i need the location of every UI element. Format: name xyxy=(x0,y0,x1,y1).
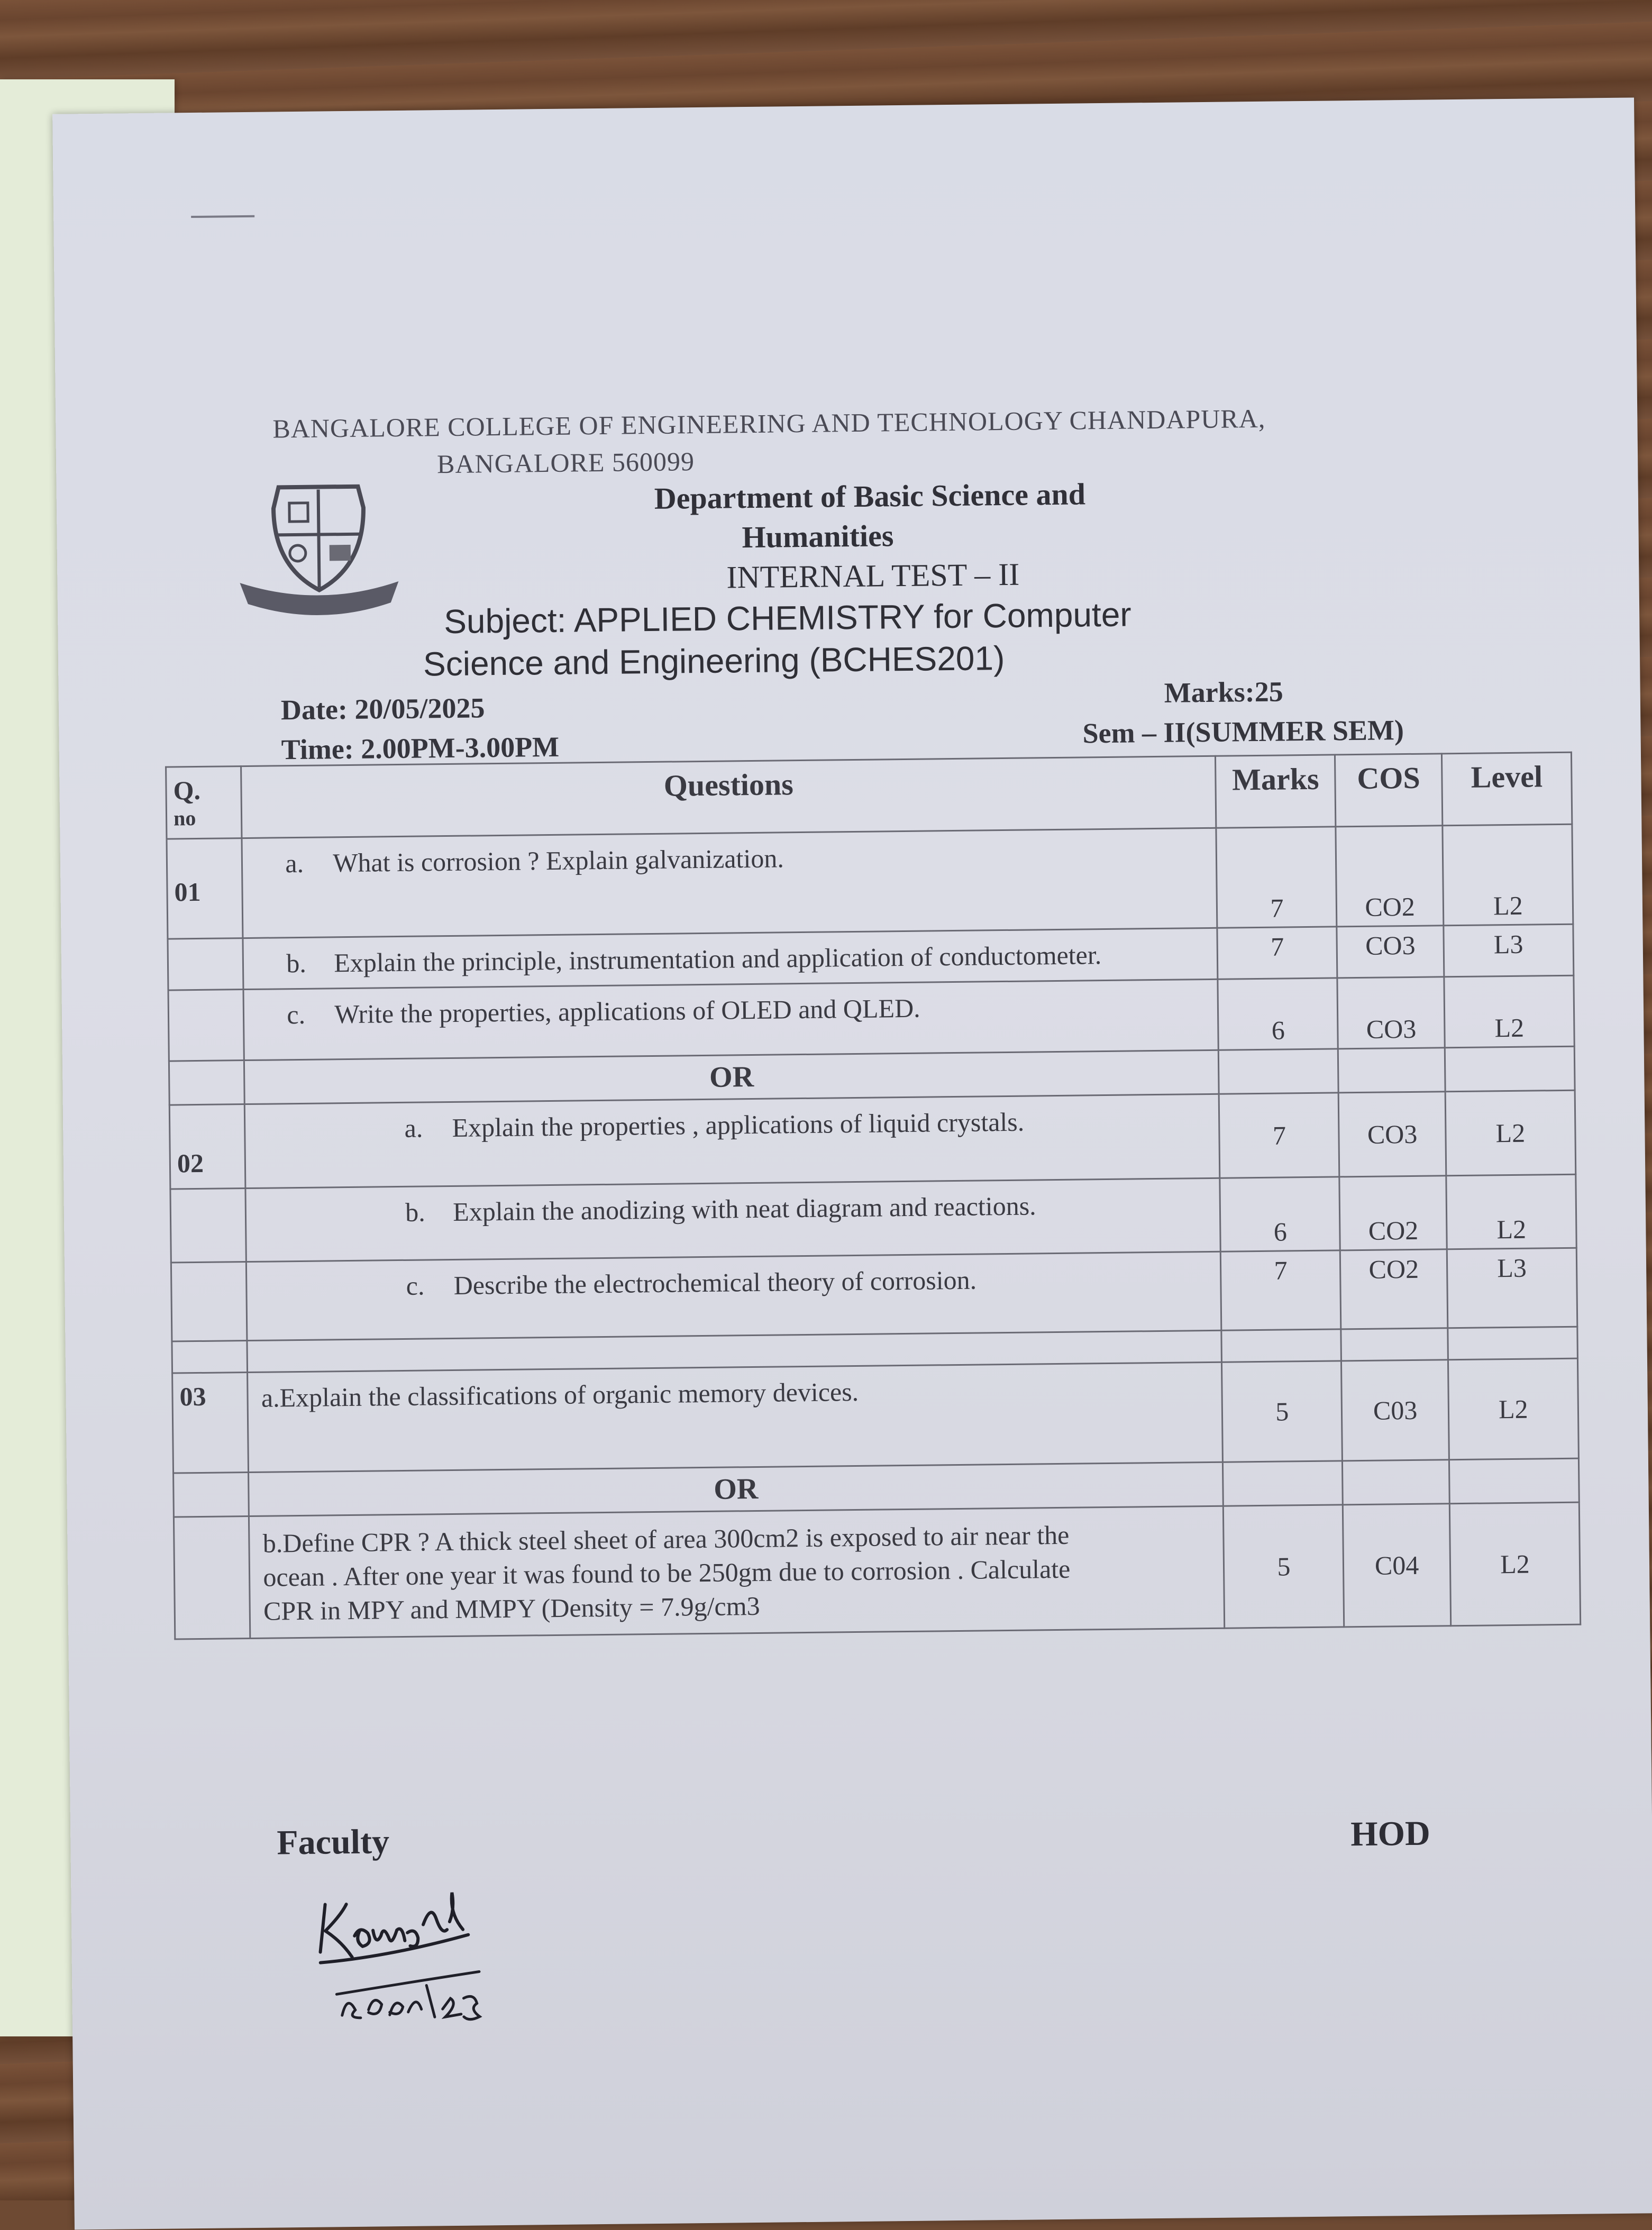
question-3b-line1: b.Define CPR ? A thick steel sheet of area 300cm2 is exposed to air near the xyxy=(262,1520,1070,1558)
college-name-line2: BANGALORE 560099 xyxy=(436,446,695,479)
question-number: 03 xyxy=(172,1373,249,1473)
level-cell: L2 xyxy=(1443,824,1573,926)
question-text xyxy=(243,979,1218,1060)
marks-cell: 6 xyxy=(1218,978,1338,1050)
co-cell: CO2 xyxy=(1340,1249,1448,1329)
marks-cell: 7 xyxy=(1219,1093,1340,1178)
hod-label: HOD xyxy=(1350,1814,1431,1854)
table-row xyxy=(172,1358,1579,1473)
table-row xyxy=(169,1090,1576,1189)
question-text xyxy=(245,1094,1220,1188)
question-3a-text: a.Explain the classifications of organic memory devices. xyxy=(248,1362,1223,1472)
table-row xyxy=(171,1248,1577,1341)
sub-label: b. xyxy=(286,948,307,979)
co-cell: CO3 xyxy=(1337,977,1445,1049)
table-row xyxy=(174,1502,1580,1639)
question-1a-text: What is corrosion ? Explain galvanization. xyxy=(333,843,784,878)
question-text xyxy=(249,1506,1225,1638)
questions-header: Questions xyxy=(241,756,1216,838)
question-paper-sheet xyxy=(52,97,1652,2229)
question-text xyxy=(245,1178,1220,1262)
co-cell: CO2 xyxy=(1336,826,1443,927)
or-label: OR xyxy=(249,1462,1224,1516)
college-crest-logo xyxy=(231,476,407,636)
qno-header-line2: no xyxy=(173,806,196,830)
cos-header: COS xyxy=(1335,754,1443,827)
test-title: INTERNAL TEST – II xyxy=(726,556,1020,595)
level-cell: L2 xyxy=(1448,1358,1578,1460)
marks-cell: 5 xyxy=(1222,1361,1343,1462)
table-row xyxy=(167,824,1573,939)
faculty-signature xyxy=(309,1870,533,2042)
qno-header-line1: Q. xyxy=(173,775,201,806)
table-row xyxy=(170,1174,1576,1263)
marks-cell: 6 xyxy=(1220,1177,1340,1251)
marks-header: Marks xyxy=(1216,755,1336,828)
exam-date: Date: 20/05/2025 xyxy=(280,692,485,726)
level-cell: L2 xyxy=(1445,1090,1576,1176)
question-number: 02 xyxy=(169,1104,245,1189)
marks-cell: 7 xyxy=(1217,927,1337,979)
sub-label: c. xyxy=(287,999,306,1030)
level-cell: L3 xyxy=(1447,1248,1577,1328)
semester: Sem – II(SUMMER SEM) xyxy=(1082,714,1404,750)
question-3b-line3: CPR in MPY and MMPY (Density = 7.9g/cm3 xyxy=(263,1591,760,1626)
question-text xyxy=(243,928,1218,989)
co-cell: C03 xyxy=(1341,1360,1449,1461)
marks-cell: 5 xyxy=(1224,1505,1345,1628)
question-number: 01 xyxy=(167,838,243,939)
questions-table xyxy=(165,752,1581,1640)
sub-label: a. xyxy=(285,848,304,879)
qno-header xyxy=(166,766,242,839)
level-header: Level xyxy=(1441,752,1572,826)
subject-line2: Science and Engineering (BCHES201) xyxy=(423,638,1005,683)
question-1c-text: Write the properties, applications of OLED and QLED. xyxy=(334,993,920,1029)
co-cell: C04 xyxy=(1343,1504,1451,1627)
level-cell: L3 xyxy=(1444,924,1574,977)
question-2b-text: Explain the anodizing with neat diagram and reactions. xyxy=(452,1191,1036,1227)
pen-mark xyxy=(191,215,254,218)
level-cell: L2 xyxy=(1449,1502,1581,1626)
co-cell: CO3 xyxy=(1339,1092,1446,1177)
level-cell: L2 xyxy=(1446,1174,1577,1249)
marks-cell: 7 xyxy=(1216,827,1337,928)
exam-time: Time: 2.00PM-3.00PM xyxy=(281,730,560,766)
co-cell: CO2 xyxy=(1339,1176,1447,1250)
question-3b-line2: ocean . After one year it was found to be 250gm due to corrosion . Calculate xyxy=(263,1553,1071,1592)
department-line1: Department of Basic Science and xyxy=(654,477,1086,516)
sub-label: b. xyxy=(405,1197,426,1227)
faculty-label: Faculty xyxy=(277,1822,390,1862)
or-label: OR xyxy=(244,1050,1219,1104)
sub-label: c. xyxy=(406,1271,425,1301)
question-2a-text: Explain the properties , applications of liquid crystals. xyxy=(452,1107,1025,1143)
question-text xyxy=(242,828,1217,938)
college-name-line1: BANGALORE COLLEGE OF ENGINEERING AND TECHNOLOGY CHANDAPURA, xyxy=(272,403,1266,444)
department-line2: Humanities xyxy=(742,518,894,555)
question-text xyxy=(247,1251,1221,1340)
marks-cell: 7 xyxy=(1221,1250,1341,1330)
subject-line1: Subject: APPLIED CHEMISTRY for Computer xyxy=(443,595,1131,641)
co-cell: CO3 xyxy=(1337,926,1444,978)
question-1b-text: Explain the principle, instrumentation and application of conductometer. xyxy=(334,940,1102,978)
level-cell: L2 xyxy=(1444,975,1575,1048)
question-2c-text: Describe the electrochemical theory of corrosion. xyxy=(453,1265,977,1300)
total-marks: Marks:25 xyxy=(1164,675,1283,709)
sub-label: a. xyxy=(404,1113,423,1143)
